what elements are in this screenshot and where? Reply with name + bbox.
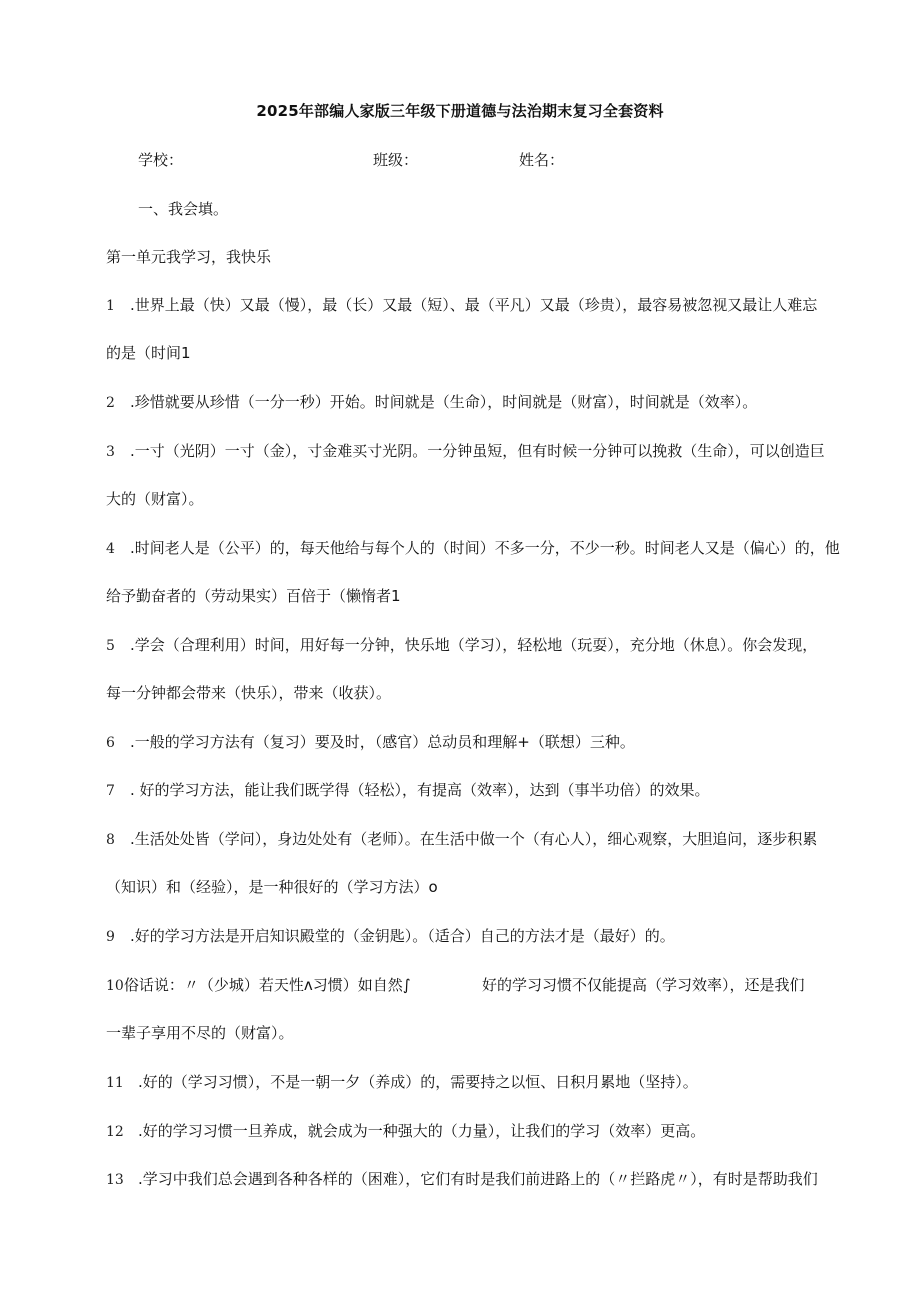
list-item <box>106 1169 818 1190</box>
list-item-continuation: 每一分钟都会带来（快乐），带来（收获）。 <box>106 684 392 702</box>
list-item <box>106 780 710 801</box>
list-item-continuation: （知识）和（经验），是一种很好的（学习方法）o <box>106 878 438 896</box>
list-item <box>106 295 817 316</box>
item-text: 俗话说：〃（少城）若天性ʌ习惯）如自然∫ <box>123 976 411 994</box>
item-text: .学会（合理利用）时间，用好每一分钟，快乐地（学习），轻松地（玩耍），充分地（休息）。你会发现， <box>130 636 818 654</box>
list-item-continuation: 一辈子享用不尽的（财富）。 <box>106 1024 294 1042</box>
item-number: 11 <box>106 1075 124 1091</box>
list-item <box>106 975 411 996</box>
item-text: .生活处处皆（学问），身边处处有（老师）。在生活中做一个（有心人），细心观察，大胆追问，逐步积累 <box>130 830 818 848</box>
item-number: 1 <box>106 298 115 314</box>
section-heading: 一、我会填。 <box>138 200 229 218</box>
list-item-continuation: 大的（财富）。 <box>106 490 204 508</box>
list-item <box>106 926 675 947</box>
list-item-continuation: 给予勤奋者的（劳动果实）百倍于（懒惰者1 <box>106 587 401 605</box>
list-item <box>106 392 757 413</box>
document-title: 2025年部编人家版三年级下册道德与法治期末复习全套资料 <box>256 102 664 120</box>
item-text: .世界上最（快）又最（慢），最（长）又最（短）、最（平凡）又最（珍贵），最容易被忽视又最让人难忘 <box>130 296 818 314</box>
item-number: 12 <box>106 1124 124 1140</box>
item-text: . 好的学习方法，能让我们既学得（轻松），有提高（效率），达到（事半功倍）的效果。 <box>130 781 710 799</box>
item-number: 8 <box>106 832 115 848</box>
school-label: 学校： <box>138 151 184 169</box>
item-number: 2 <box>106 395 115 411</box>
list-item-continuation: 的是（时间1 <box>106 344 191 362</box>
item-number: 7 <box>106 783 115 799</box>
name-label: 姓名： <box>519 151 565 169</box>
list-item <box>106 441 825 462</box>
item-text: .珍惜就要从珍惜（一分一秒）开始。时间就是（生命），时间就是（财富），时间就是（效率）。 <box>130 393 758 411</box>
item-text: .好的（学习习惯），不是一朝一夕（养成）的，需要持之以恒、日积月累地（坚持）。 <box>138 1073 698 1091</box>
list-item <box>106 732 635 753</box>
class-label: 班级： <box>373 151 419 169</box>
list-item <box>106 829 817 850</box>
list-item <box>106 1072 698 1093</box>
item-number: 13 <box>106 1172 124 1188</box>
item-text: .一般的学习方法有（复习）要及时，（感官）总动员和理解+（联想）三种。 <box>130 733 635 751</box>
item-number: 5 <box>106 638 115 654</box>
item-number: 4 <box>106 541 115 557</box>
item-text: .时间老人是（公平）的，每天他给与每个人的（时间）不多一分，不少一秒。时间老人又是（偏心）的，他 <box>130 539 840 557</box>
list-item <box>106 1121 705 1142</box>
item-text: .一寸（光阴）一寸（金），寸金难买寸光阴。一分钟虽短，但有时候一分钟可以挽救（生命），可以创造巨 <box>130 442 825 460</box>
list-item <box>106 635 817 656</box>
item-number: 6 <box>106 735 115 751</box>
list-item <box>106 538 840 559</box>
item-text: .好的学习习惯一旦养成，就会成为一种强大的（力量），让我们的学习（效率）更高。 <box>138 1122 706 1140</box>
item-number: 10 <box>106 978 124 994</box>
unit-heading: 第一单元我学习，我快乐 <box>106 248 272 266</box>
item-text-continued: 好的学习习惯不仅能提高（学习效率），还是我们 <box>482 976 805 994</box>
item-text: .好的学习方法是开启知识殿堂的（金钥匙）。（适合）自己的方法才是（最好）的。 <box>130 927 675 945</box>
item-number: 9 <box>106 929 115 945</box>
item-number: 3 <box>106 444 115 460</box>
item-text: .学习中我们总会遇到各种各样的（困难），它们有时是我们前进路上的（〃拦路虎〃），有时是帮助我们 <box>138 1170 818 1188</box>
